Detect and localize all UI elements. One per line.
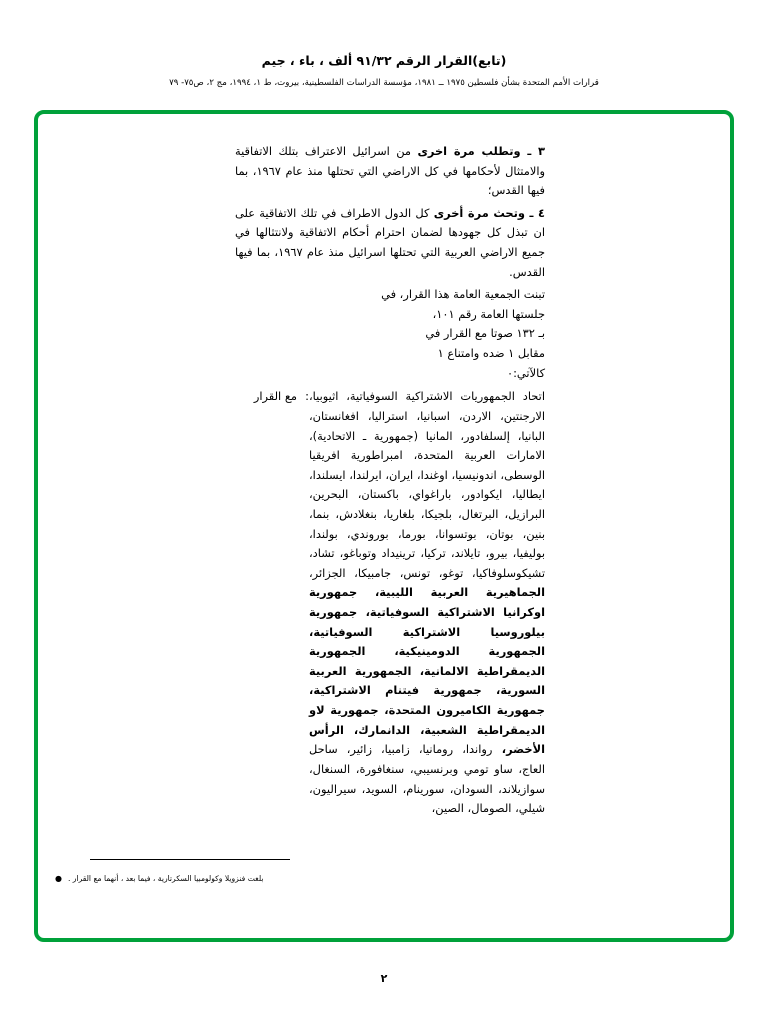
paragraph-3-lead: ٣ ـ وتطلب مرة اخرى — [417, 144, 545, 158]
document-body — [235, 142, 545, 819]
paragraph-3-text: من اسرائيل الاعتراف بتلك الاتفاقية والامتثال لأحكامها في كل الاراضي التي تحتلها منذ عام ١٩٦٧، بما فيها القدس؛ — [235, 144, 545, 198]
document-title: (تابع)القرار الرقم ٩١/٣٢ ألف ، باء ، جيم — [261, 53, 507, 68]
adoption-line: جلستها العامة رقم ١٠١، — [432, 306, 545, 321]
vote-country-list-part-2: الجماهيرية العربية الليبية، جمهورية اوكرانيا الاشتراكية السوفياتية، جمهورية بيلوروسيا الاشتراكية السوفياتية، الجمهورية الدومينيكية، الجمهورية الديمقراطية الالمانية، الجمهورية العربية السورية، جمهورية فيتنام الاشتراكية، جمهورية الكاميرون المتحدة، جمهورية لاو الديمقراطية الشعبية، الدانمارك، الرأس الأخضر، — [309, 585, 545, 757]
vote-colon: : — [305, 389, 309, 404]
paragraph-4 — [235, 204, 545, 282]
page-border-frame — [34, 110, 734, 942]
footnote-text: بلغت فنزويلا وكولومبيا السكرتارية ، فيما بعد ، أنهما مع القرار . — [67, 874, 264, 884]
vote-country-list-part-1: اتحاد الجمهوريات الاشتراكية السوفياتية، اثيوبيا، الارجنتين، الاردن، اسبانيا، استراليا، افغانستان، البانيا، إلسلفادور، المانيا (جمهورية ـ الاتحادية)، الامارات العربية المتحدة، امبراطورية افريقيا الوسطى، اندونيسيا، اوغندا، ايران، ايرلندا، ايسلندا، ايطاليا، ايكوادور، باراغواي، باكستان، البحرين، البرازيل، البرتغال، بلجيكا، بلغاريا، بنغلادش، بنما، بنين، بوتان، بوتسوانا، بورما، بوروندي، بولندا، بوليفيا، بيرو، تايلاند، تركيا، ترينيداد وتوباغو، تشاد، تشيكوسلوفاكيا، توغو، تونس، جامبيكا، الجزائر، — [309, 389, 545, 580]
vote-label: مع القرار — [253, 389, 297, 404]
adoption-block — [235, 285, 545, 383]
vote-country-list-part-3: رواندا، رومانيا، زامبيا، زائير، ساحل العاج، ساو تومي وبرنسيبي، سنغافورة، السنغال، سوازيلاند، السودان، سورينام، السويد، سيراليون، شيلي، الصومال، الصين، — [309, 742, 545, 816]
document-source-line: قرارات الأمم المتحدة بشأن فلسطين ١٩٧٥ ــ ١٩٨١، مؤسسة الدراسات الفلسطينية، بيروت، ط ١، ١٩٩٤، مج ٢، ص٧٥- ٧٩ — [169, 77, 599, 88]
document-header — [0, 52, 768, 89]
vote-in-favour-block — [235, 387, 545, 818]
footnote — [55, 873, 290, 886]
vote-country-list — [309, 387, 545, 818]
footnote-bullet-icon: ● — [55, 874, 62, 884]
adoption-line: مقابل ١ ضده وامتناع ١ — [437, 346, 545, 361]
paragraph-4-lead: ٤ ـ وتحث مرة أخرى — [433, 205, 545, 220]
adoption-line: كالآتي:٠ — [506, 365, 545, 380]
adoption-line: بـ ١٣٢ صوتا مع القرار في — [425, 326, 545, 341]
footnote-separator — [90, 859, 290, 860]
paragraph-3 — [235, 142, 545, 201]
page-number: ٢ — [380, 972, 388, 985]
adoption-line: تبنت الجمعية العامة هذا القرار، في — [381, 287, 545, 302]
paragraph-4-text: كل الدول الاطراف في تلك الاتفاقية على ان تبذل كل جهودها لضمان احترام أحكام الاتفاقية ولانتثالها في جميع الاراضي العربية التي تحتلها اسرائيل منذ عام ١٩٦٧، بما فيها القدس. — [235, 205, 545, 279]
